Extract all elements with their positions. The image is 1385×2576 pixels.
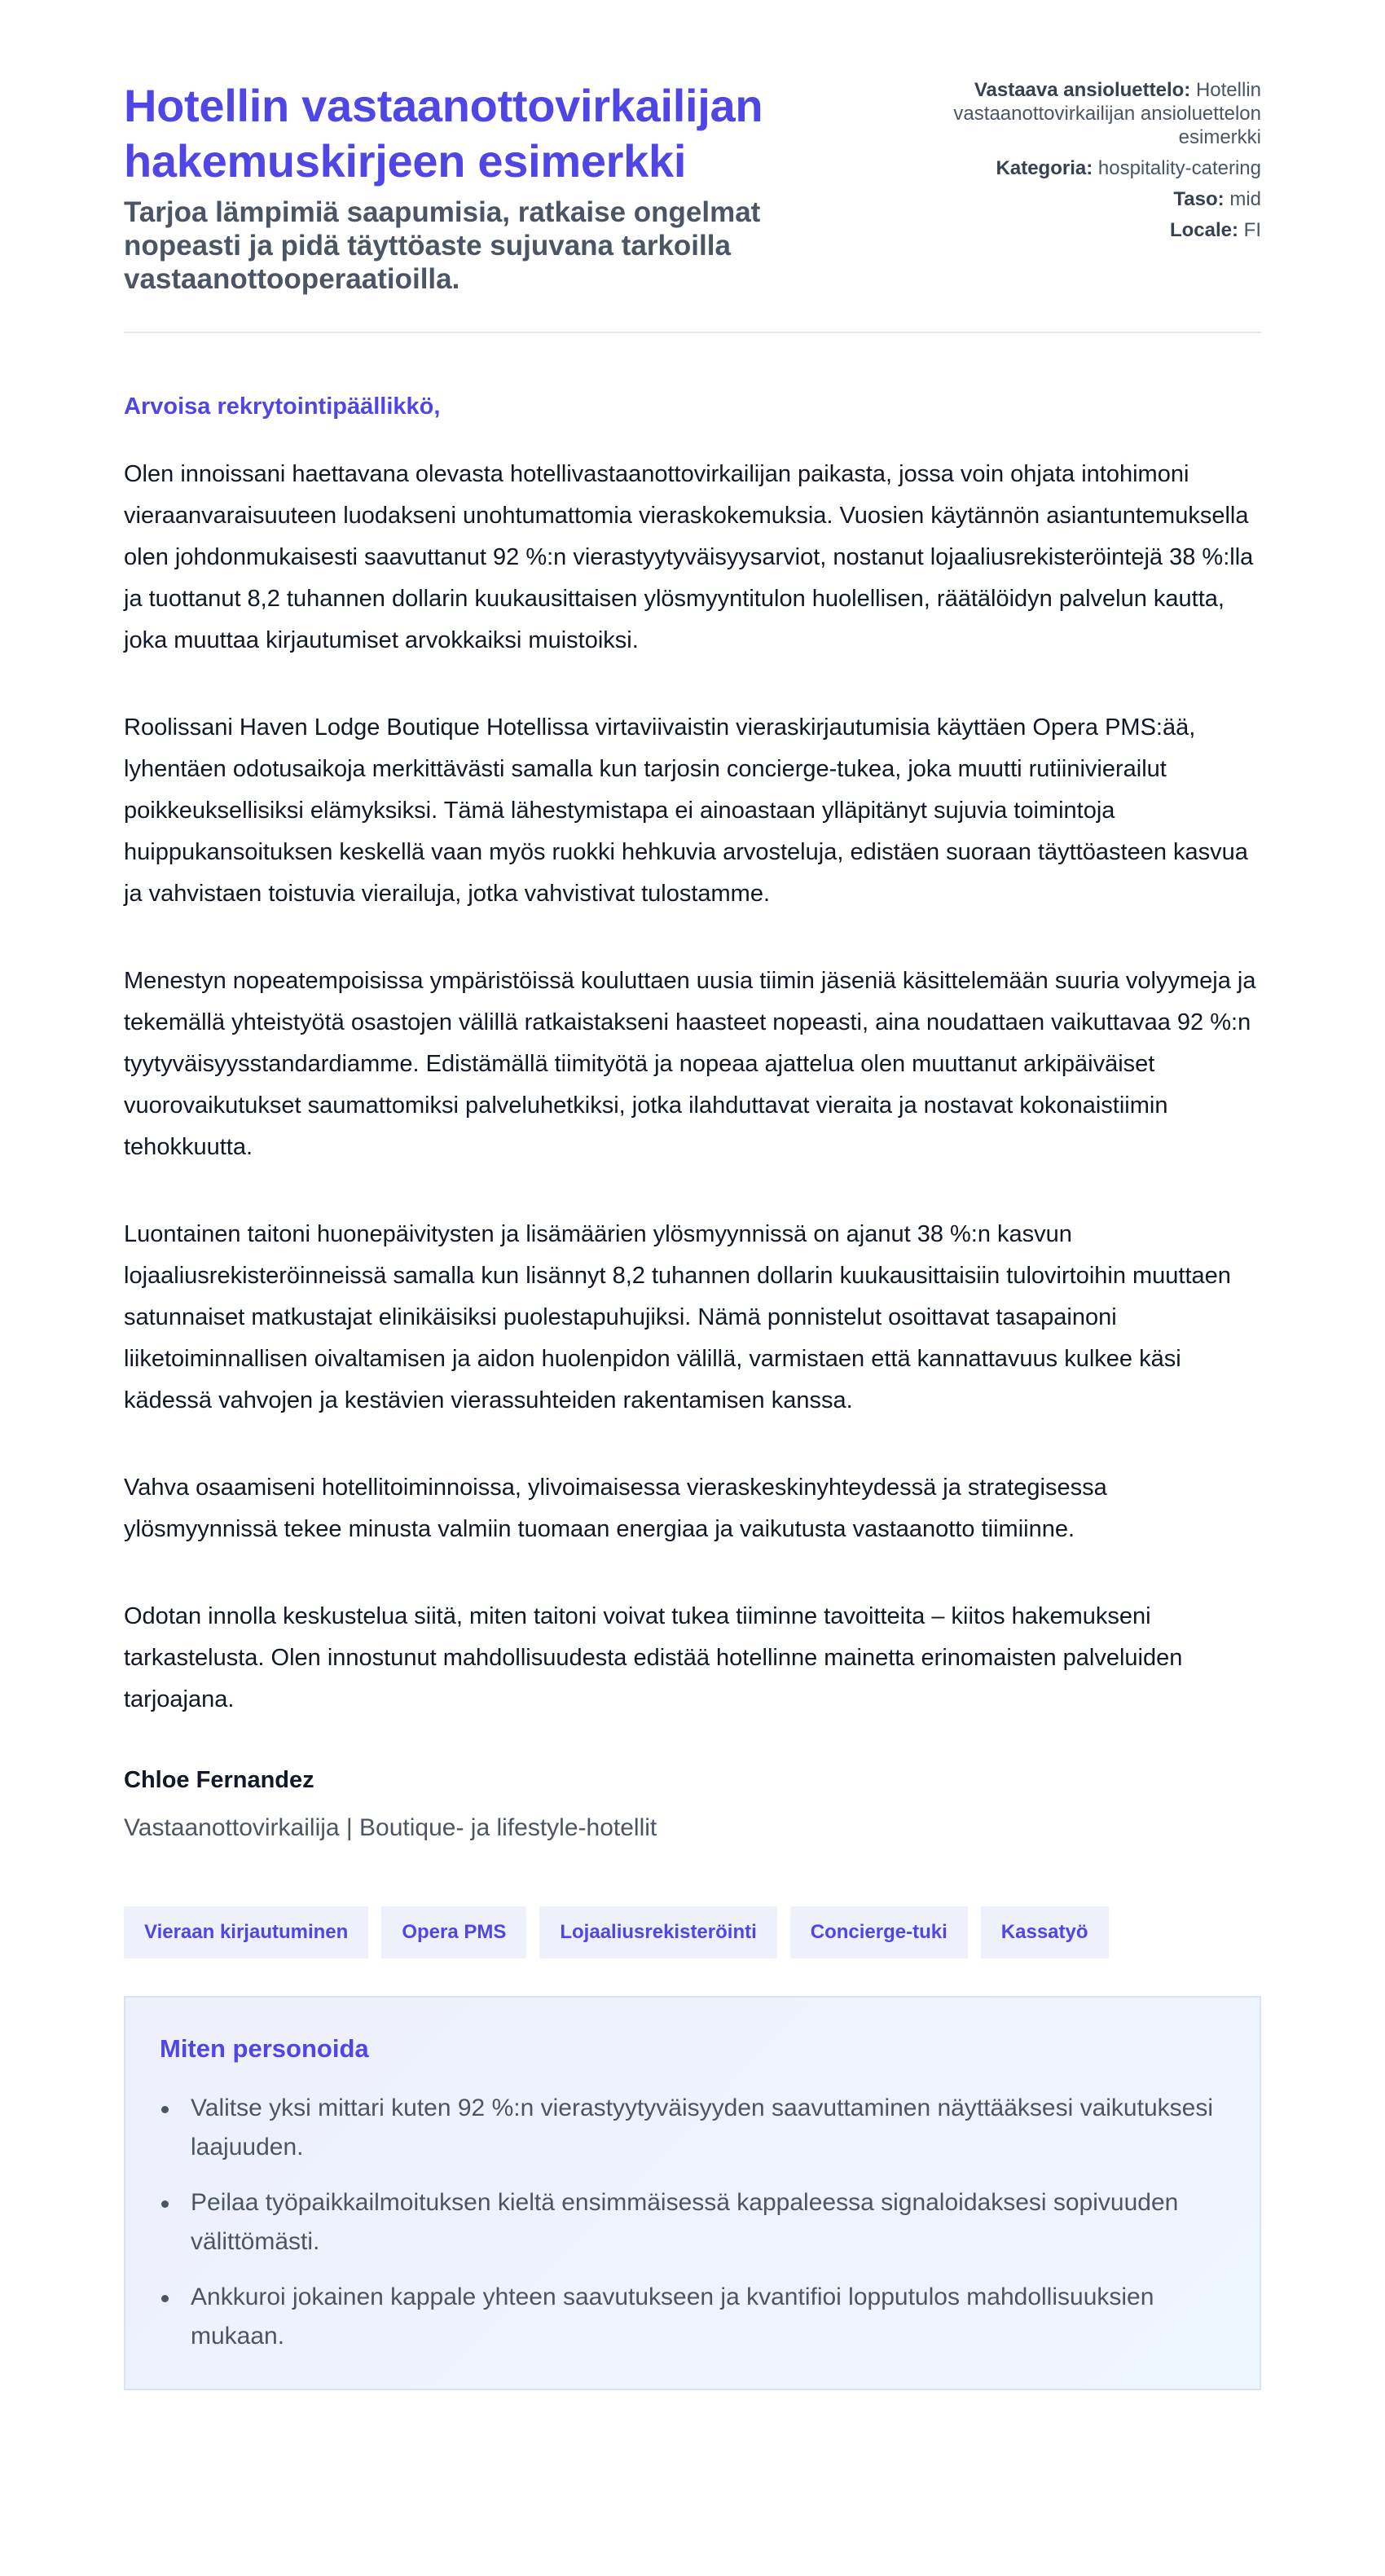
letter-body bbox=[124, 454, 1261, 1721]
meta-level-value: mid bbox=[1229, 188, 1261, 210]
header-divider bbox=[124, 332, 1261, 333]
meta-resume-value[interactable]: Hotellin vastaanottovirkailijan ansioluettelon esimerkki bbox=[953, 79, 1261, 148]
letter-paragraph-3: Menestyn nopeatempoisissa ympäristöissä kouluttaen uusia tiimin jäseniä käsittelemään suuria volyymeja ja tekemällä yhteistyötä osastojen välillä ratkaistakseni haasteet nopeasti, aina noudattaen vaikuttavaa 92 %:n tyytyväisyysstandardiamme. Edistämällä tiimityötä ja nopeaa ajattelua olen muuttanut arkipäiväiset vuorovaikutukset saumattomiksi palveluhetkiksi, jotka ilahduttavat vieraita ja nostavat kokonaistiimin tehokkuutta. bbox=[124, 968, 1256, 1160]
signer-role: Vastaanottovirkailija | Boutique- ja lifestyle-hotellit bbox=[124, 1814, 657, 1841]
signer-name: Chloe Fernandez bbox=[124, 1767, 314, 1793]
meta-panel bbox=[886, 78, 1261, 249]
skill-tag: Kassatyö bbox=[981, 1906, 1109, 1958]
skill-tag: Concierge-tuki bbox=[790, 1906, 968, 1958]
letter-paragraph-6: Odotan innolla keskustelua siitä, miten taitoni voivat tukea tiiminne tavoitteita – kiitos hakemukseni tarkastelusta. Olen innostunut mahdollisuudesta edistää hotellinne mainetta erinomaisten palveluiden tarjoajana. bbox=[124, 1603, 1183, 1712]
meta-category-value: hospitality-catering bbox=[1097, 157, 1261, 179]
letter-paragraph-5: Vahva osaamiseni hotellitoiminnoissa, ylivoimaisessa vieraskeskinyhteydessä ja strategisessa ylösmyynnissä tekee minusta valmiin tuomaan energiaa ja vaikutusta vastaanotto tiimiinne. bbox=[124, 1475, 1107, 1542]
tips-title: Miten personoida bbox=[160, 2034, 369, 2063]
letter-paragraph-2: Roolissani Haven Lodge Boutique Hotellissa virtaviivaistin vieraskirjautumisia käyttäen Opera PMS:ää, lyhentäen odotusaikoja merkittävästi samalla kun tarjosin concierge-tukea, joka muutti rutiinivierailut poikkeuksellisiksi elämyksiksi. Tämä lähestymistapa ei ainoastaan ylläpitänyt sujuvia toimintoja huippukansoituksen keskellä vaan myös ruokki hehkuvia arvosteluja, edistäen suoraan täyttöasteen kasvua ja vahvistaen toistuvia vierailuja, jotka vahvistivat tulostamme. bbox=[124, 714, 1248, 907]
meta-resume-key: Vastaava ansioluettelo: bbox=[974, 79, 1191, 101]
meta-category-key: Kategoria: bbox=[996, 157, 1093, 179]
letter-salutation: Arvoisa rekrytointipäällikkö, bbox=[124, 393, 441, 420]
skill-tag: Vieraan kirjautuminen bbox=[124, 1906, 368, 1958]
tips-list-item: Valitse yksi mittari kuten 92 %:n vierastyytyväisyyden saavuttaminen näyttääksesi vaikutuksesi laajuuden. bbox=[160, 2089, 1225, 2167]
personalization-tips-box bbox=[124, 1996, 1261, 2390]
page-header bbox=[124, 78, 1261, 296]
tips-list bbox=[160, 2089, 1225, 2356]
header-titles bbox=[124, 78, 824, 296]
skill-tag: Opera PMS bbox=[381, 1906, 526, 1958]
meta-resume bbox=[886, 78, 1261, 149]
tips-list-item: Ankkuroi jokainen kappale yhteen saavutukseen ja kvantifioi lopputulos mahdollisuuksien mukaan. bbox=[160, 2278, 1225, 2356]
tips-list-item: Peilaa työpaikkailmoituksen kieltä ensimmäisessä kappaleessa signaloidaksesi sopivuuden välittömästi. bbox=[160, 2183, 1225, 2262]
meta-level bbox=[886, 187, 1261, 211]
page-subtitle: Tarjoa lämpimiä saapumisia, ratkaise ongelmat nopeasti ja pidä täyttöaste sujuvana tarkoilla vastaanottooperaatioilla. bbox=[124, 196, 761, 295]
letter-paragraph-1: Olen innoissani haettavana olevasta hotellivastaanottovirkailijan paikasta, jossa voin ohjata intohimoni vieraanvaraisuuteen luodakseni unohtumattomia vieraskokemuksia. Vuosien käytännön asiantuntemuksella olen johdonmukaisesti saavuttanut 92 %:n vierastyytyväisyysarviot, nostanut lojaaliusrekisteröintejä 38 %:lla ja tuottanut 8,2 tuhannen dollarin kuukausittaisen ylösmyyntitulon huolellisen, räätälöidyn palvelun kautta, joka muuttaa kirjautumiset arvokkaiksi muistoiksi. bbox=[124, 461, 1254, 653]
meta-level-key: Taso: bbox=[1173, 188, 1225, 210]
letter-paragraph-4: Luontainen taitoni huonepäivitysten ja lisämäärien ylösmyynnissä on ajanut 38 %:n kasvun lojaaliusrekisteröinneissä samalla kun lisännyt 8,2 tuhannen dollarin kuukausittaisiin tulovirtoihin muuttaen satunnaiset matkustajat elinikäisiksi puolestapuhujiksi. Nämä ponnistelut osoittavat tasapainoni liiketoiminnallisen oivaltamisen ja aidon huolenpidon välillä, varmistaen että kannattavuus kulkee käsi kädessä vahvojen ja kestävien vierassuhteiden rakentamisen kanssa. bbox=[124, 1221, 1231, 1413]
meta-locale-value: FI bbox=[1243, 219, 1261, 241]
skill-tags bbox=[124, 1906, 1261, 1958]
meta-locale bbox=[886, 218, 1261, 242]
meta-locale-key: Locale: bbox=[1169, 219, 1238, 241]
page-title: Hotellin vastaanottovirkailijan hakemuskirjeen esimerkki bbox=[124, 80, 763, 187]
skill-tag: Lojaaliusrekisteröinti bbox=[539, 1906, 776, 1958]
meta-category bbox=[886, 156, 1261, 180]
